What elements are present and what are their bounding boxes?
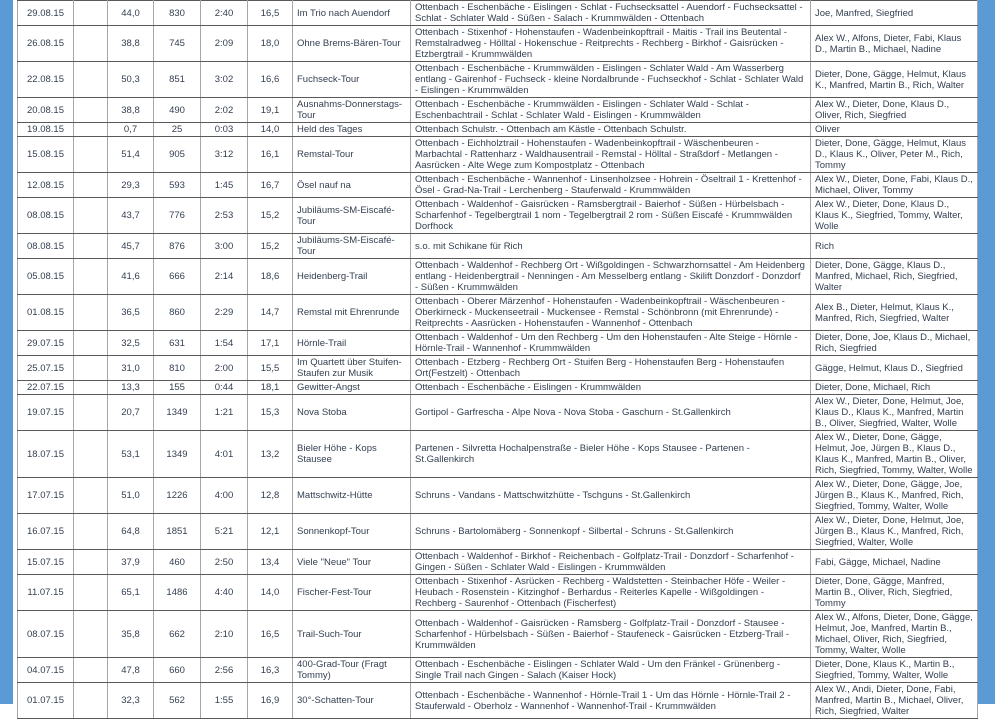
tour-distance-km: 43,7 (108, 198, 154, 234)
tour-avg-speed: 14,0 (248, 123, 293, 137)
tour-participants: Alex W., Dieter, Done, Gägge, Helmut, Joe, Jürgen B., Klaus D., Klaus K., Manfred, Martin B., Oliver, Rich, Siegfried, Tommy, Walter, Wolle (811, 431, 978, 478)
tour-avg-speed: 15,2 (248, 198, 293, 234)
table-row (18, 381, 978, 395)
tour-route: Ottenbach - Eschenbäche - Wannenhof - Hörnle-Trail 1 - Um das Hörnle - Hörnle-Trail 2 - Stauferwald - Oberholz - Wannenhof - Wannenhof-Trail - Krummwälden (411, 683, 811, 719)
tour-duration: 4:00 (201, 478, 248, 514)
spacer-cell (74, 173, 108, 198)
table-row (18, 234, 978, 259)
tour-elevation-m: 1851 (154, 514, 201, 550)
spacer-cell (74, 137, 108, 173)
tour-duration: 3:12 (201, 137, 248, 173)
tour-elevation-m: 1486 (154, 575, 201, 611)
tour-avg-speed: 16,1 (248, 137, 293, 173)
tour-date: 22.08.15 (18, 62, 74, 98)
tour-elevation-m: 562 (154, 683, 201, 719)
spacer-cell (74, 98, 108, 123)
table-row (18, 658, 978, 683)
table-row (18, 173, 978, 198)
tour-route: Ottenbach - Eschenbäche - Krummwälden - Eislingen - Schlater Wald - Schlat - Eschenbachtrail - Schlat - Schlater Wald - Eislingen - Krummwälden (411, 98, 811, 123)
tour-table-body (18, 1, 978, 719)
spacer-cell (74, 295, 108, 331)
tour-elevation-m: 25 (154, 123, 201, 137)
spacer-cell (74, 234, 108, 259)
tour-name: Im Trio nach Auendorf (293, 1, 411, 26)
tour-date: 15.07.15 (18, 550, 74, 575)
tour-distance-km: 47,8 (108, 658, 154, 683)
tour-avg-speed: 12,8 (248, 478, 293, 514)
tour-route: Ottenbach - Waldenhof - Gaisrücken - Ramsberg - Golfplatz-Trail - Donzdorf - Stausee - Scharfenhof - Hürbelsbach - Süßen - Baierhof - Staufeneck - Gaisrücken - Etzberg-Trail - Krummwälden (411, 611, 811, 658)
spacer-cell (74, 198, 108, 234)
tour-elevation-m: 1349 (154, 431, 201, 478)
table-row (18, 478, 978, 514)
tour-duration: 1:21 (201, 395, 248, 431)
tour-avg-speed: 16,5 (248, 611, 293, 658)
tour-participants: Alex W., Dieter, Done, Klaus D., Klaus K., Siegfried, Tommy, Walter, Wolle (811, 198, 978, 234)
tour-date: 01.07.15 (18, 683, 74, 719)
tour-duration: 0:44 (201, 381, 248, 395)
spacer-cell (74, 550, 108, 575)
tour-distance-km: 65,1 (108, 575, 154, 611)
tour-avg-speed: 12,1 (248, 514, 293, 550)
spacer-cell (74, 395, 108, 431)
tour-elevation-m: 830 (154, 1, 201, 26)
tour-name: Ausnahms-Donnerstags-Tour (293, 98, 411, 123)
table-row (18, 137, 978, 173)
table-row (18, 123, 978, 137)
tour-elevation-m: 745 (154, 26, 201, 62)
tour-route: Ottenbach - Waldenhof - Rechberg Ort - Wißgoldingen - Schwarzhornsattel - Am Heidenberg entlang - Heidenbergtrail - Nenningen - Am Messelberg entlang - Skilift Donzdorf - Donzdorf - Süßen - Krummwälden (411, 259, 811, 295)
left-accent-bar (0, 0, 13, 704)
tour-route: Ottenbach - Etzberg - Rechberg Ort - Stuifen Berg - Hohenstaufen Berg - Hohenstaufen Ort(Festzelt) - Ottenbach (411, 356, 811, 381)
tour-elevation-m: 666 (154, 259, 201, 295)
tour-date: 20.08.15 (18, 98, 74, 123)
tour-date: 22.07.15 (18, 381, 74, 395)
tour-participants: Alex W., Alfons, Dieter, Done, Gägge, Helmut, Joe, Manfred, Martin B., Michael, Oliver, Rich, Siegfried, Tommy, Walter, Wolle (811, 611, 978, 658)
tour-distance-km: 13,3 (108, 381, 154, 395)
tour-route: Ottenbach - Stixenhof - Hohenstaufen - Wadenbeinkopftrail - Maitis - Trail ins Beutental - Remstalradweg - Hölltal - Hokenschue - Reitprechts - Rechberg - Birkhof - Gaisrücken - Etzbergtrail - Krummwälden (411, 26, 811, 62)
tour-distance-km: 38,8 (108, 26, 154, 62)
tour-avg-speed: 15,2 (248, 234, 293, 259)
table-row (18, 550, 978, 575)
tour-avg-speed: 19,1 (248, 98, 293, 123)
tour-name: Sonnenkopf-Tour (293, 514, 411, 550)
tour-participants: Joe, Manfred, Siegfried (811, 1, 978, 26)
tour-distance-km: 20,7 (108, 395, 154, 431)
tour-elevation-m: 155 (154, 381, 201, 395)
tour-name: Hörnle-Trail (293, 331, 411, 356)
tour-participants: Dieter, Done, Joe, Klaus D., Michael, Rich, Siegfried (811, 331, 978, 356)
tour-route: Ottenbach - Eschenbäche - Eislingen - Schlater Wald - Um den Fränkel - Grünenberg - Single Trail nach Gingen - Salach (Kaiser Hock) (411, 658, 811, 683)
tour-route: Ottenbach - Waldenhof - Birkhof - Reichenbach - Golfplatz-Trail - Donzdorf - Scharfenhof - Gingen - Süßen - Schlater Wald - Eislingen - Krummwälden (411, 550, 811, 575)
spacer-cell (74, 381, 108, 395)
table-row (18, 198, 978, 234)
tour-distance-km: 64,8 (108, 514, 154, 550)
tour-elevation-m: 810 (154, 356, 201, 381)
tour-duration: 2:40 (201, 1, 248, 26)
tour-avg-speed: 16,9 (248, 683, 293, 719)
table-row (18, 683, 978, 719)
tour-name: Mattschwitz-Hütte (293, 478, 411, 514)
tour-name: Ohne Brems-Bären-Tour (293, 26, 411, 62)
tour-distance-km: 44,0 (108, 1, 154, 26)
spacer-cell (74, 123, 108, 137)
table-row (18, 26, 978, 62)
tour-avg-speed: 16,5 (248, 1, 293, 26)
tour-date: 16.07.15 (18, 514, 74, 550)
tour-avg-speed: 13,4 (248, 550, 293, 575)
tour-duration: 5:21 (201, 514, 248, 550)
table-row (18, 611, 978, 658)
tour-participants: Alex W., Dieter, Done, Helmut, Joe, Jürgen B., Klaus K., Manfred, Rich, Siegfried, Walter, Wolle (811, 514, 978, 550)
tour-distance-km: 45,7 (108, 234, 154, 259)
spacer-cell (74, 331, 108, 356)
tour-date: 05.08.15 (18, 259, 74, 295)
tour-name: Im Quartett über Stuifen-Staufen zur Musik (293, 356, 411, 381)
tour-route: s.o. mit Schikane für Rich (411, 234, 811, 259)
tour-name: 30°-Schatten-Tour (293, 683, 411, 719)
tour-avg-speed: 13,2 (248, 431, 293, 478)
table-row (18, 98, 978, 123)
tour-name: Bieler Höhe - Kops Stausee (293, 431, 411, 478)
tour-duration: 1:54 (201, 331, 248, 356)
table-row (18, 259, 978, 295)
tour-name: Trail-Such-Tour (293, 611, 411, 658)
tour-elevation-m: 631 (154, 331, 201, 356)
tour-name: Gewitter-Angst (293, 381, 411, 395)
tour-participants: Alex B., Dieter, Helmut, Klaus K., Manfred, Rich, Siegfried, Walter (811, 295, 978, 331)
tour-date: 04.07.15 (18, 658, 74, 683)
tour-avg-speed: 16,6 (248, 62, 293, 98)
tour-date: 17.07.15 (18, 478, 74, 514)
tour-route: Ottenbach - Waldenhof - Um den Rechberg - Um den Hohenstaufen - Alte Steige - Hörnle - Hörnle-Trail - Wannenhof - Krummwälden (411, 331, 811, 356)
tour-date: 08.08.15 (18, 234, 74, 259)
tour-avg-speed: 16,3 (248, 658, 293, 683)
tour-route: Ottenbach - Eschenbäche - Eislingen - Schlat - Fuchsecksattel - Auendorf - Fuchsecksattel - Schlat - Schlater Wald - Süßen - Salach - Krummwälden - Ottenbach (411, 1, 811, 26)
tour-date: 08.08.15 (18, 198, 74, 234)
tour-name: Remstal mit Ehrenrunde (293, 295, 411, 331)
tour-avg-speed: 18,1 (248, 381, 293, 395)
tour-route: Ottenbach - Eschenbäche - Eislingen - Krummwälden (411, 381, 811, 395)
tour-distance-km: 51,0 (108, 478, 154, 514)
tour-duration: 2:29 (201, 295, 248, 331)
spacer-cell (74, 575, 108, 611)
tour-route: Partenen - Silvretta Hochalpenstraße - Bieler Höhe - Kops Stausee - Partenen - St.Gallenkirch (411, 431, 811, 478)
tour-participants: Dieter, Done, Gägge, Klaus D., Manfred, Michael, Rich, Siegfried, Walter (811, 259, 978, 295)
tour-duration: 4:01 (201, 431, 248, 478)
tour-elevation-m: 662 (154, 611, 201, 658)
spacer-cell (74, 658, 108, 683)
tour-distance-km: 29,3 (108, 173, 154, 198)
right-accent-bar (977, 0, 995, 704)
tour-route: Schruns - Bartolomäberg - Sonnenkopf - Silbertal - Schruns - St.Gallenkirch (411, 514, 811, 550)
tour-date: 15.08.15 (18, 137, 74, 173)
tour-participants: Dieter, Done, Gägge, Helmut, Klaus K., Manfred, Martin B., Rich, Walter (811, 62, 978, 98)
tour-distance-km: 41,6 (108, 259, 154, 295)
tour-elevation-m: 593 (154, 173, 201, 198)
tour-participants: Alex W., Dieter, Done, Klaus D., Oliver, Rich, Siegfried (811, 98, 978, 123)
tour-route: Ottenbach - Eschenbäche - Krummwälden - Eislingen - Schlater Wald - Am Wasserberg entlang - Gairenhof - Fuchseck - kleine Nordalbrunde - Fuchseckhof - Schlat - Schlater Wald - Eislingen - Krummwälden (411, 62, 811, 98)
tour-elevation-m: 851 (154, 62, 201, 98)
tour-date: 26.08.15 (18, 26, 74, 62)
tour-distance-km: 37,9 (108, 550, 154, 575)
tour-log-table (17, 0, 978, 719)
tour-duration: 2:10 (201, 611, 248, 658)
tour-participants: Dieter, Done, Gägge, Manfred, Martin B., Oliver, Rich, Siegfried, Tommy (811, 575, 978, 611)
tour-route: Ottenbach - Waldenhof - Gaisrücken - Ramsbergtrail - Baierhof - Süßen - Hürbelsbach - Scharfenhof - Tegelbergtrail 1 nom - Tegelbergtrail 2 rom - Süßen Eiscafé - Krummwälden Dorfhock (411, 198, 811, 234)
tour-avg-speed: 18,6 (248, 259, 293, 295)
spacer-cell (74, 611, 108, 658)
table-row (18, 431, 978, 478)
tour-participants: Fabi, Gägge, Michael, Nadine (811, 550, 978, 575)
table-row (18, 395, 978, 431)
spacer-cell (74, 1, 108, 26)
tour-name: Fuchseck-Tour (293, 62, 411, 98)
tour-duration: 2:53 (201, 198, 248, 234)
tour-distance-km: 31,0 (108, 356, 154, 381)
tour-date: 19.08.15 (18, 123, 74, 137)
tour-name: Nova Stoba (293, 395, 411, 431)
table-row (18, 356, 978, 381)
tour-elevation-m: 876 (154, 234, 201, 259)
tour-participants: Dieter, Done, Gägge, Helmut, Klaus D., Klaus K., Oliver, Peter M., Rich, Tommy (811, 137, 978, 173)
tour-participants: Dieter, Done, Michael, Rich (811, 381, 978, 395)
spacer-cell (74, 356, 108, 381)
tour-route: Ottenbach - Eichholztrail - Hohenstaufen - Wadenbeinkopftrail - Wäschenbeuren - Marbachtal - Rattenharz - Waldhausentrail - Remstal - Hölltal - Straßdorf - Metlangen - Aasrücken - Alte Wege zum Kompostplatz - Ottenbach (411, 137, 811, 173)
tour-date: 01.08.15 (18, 295, 74, 331)
tour-distance-km: 0,7 (108, 123, 154, 137)
tour-duration: 2:14 (201, 259, 248, 295)
tour-duration: 2:50 (201, 550, 248, 575)
tour-duration: 1:55 (201, 683, 248, 719)
tour-elevation-m: 660 (154, 658, 201, 683)
tour-date: 29.07.15 (18, 331, 74, 356)
tour-date: 25.07.15 (18, 356, 74, 381)
tour-duration: 2:00 (201, 356, 248, 381)
tour-avg-speed: 14,7 (248, 295, 293, 331)
spacer-cell (74, 431, 108, 478)
tour-participants: Gägge, Helmut, Klaus D., Siegfried (811, 356, 978, 381)
tour-participants: Oliver (811, 123, 978, 137)
tour-date: 08.07.15 (18, 611, 74, 658)
tour-name: 400-Grad-Tour (Fragt Tommy) (293, 658, 411, 683)
tour-participants: Alex W., Dieter, Done, Fabi, Klaus D., Michael, Oliver, Tommy (811, 173, 978, 198)
spacer-cell (74, 259, 108, 295)
tour-name: Fischer-Fest-Tour (293, 575, 411, 611)
tour-participants: Alex W., Andi, Dieter, Done, Fabi, Manfred, Martin B., Michael, Oliver, Rich, Siegfried, Walter (811, 683, 978, 719)
tour-route: Gortipol - Garfrescha - Alpe Nova - Nova Stoba - Gaschurn - St.Gallenkirch (411, 395, 811, 431)
tour-elevation-m: 1226 (154, 478, 201, 514)
tour-elevation-m: 1349 (154, 395, 201, 431)
tour-duration: 2:09 (201, 26, 248, 62)
table-row (18, 575, 978, 611)
tour-route: Ottenbach - Stixenhof - Asrücken - Rechberg - Waldstetten - Steinbacher Höfe - Weiler - Heubach - Rosenstein - Kitzinghof - Berhardus - Reiterles Kapelle - Wißgoldingen - Rechberg - Saurenhof - Ottenbach (Fischerfest) (411, 575, 811, 611)
table-row (18, 331, 978, 356)
tour-distance-km: 38,8 (108, 98, 154, 123)
tour-elevation-m: 905 (154, 137, 201, 173)
tour-participants: Dieter, Done, Klaus K., Martin B., Siegfried, Tommy, Walter, Wolle (811, 658, 978, 683)
tour-date: 18.07.15 (18, 431, 74, 478)
tour-duration: 4:40 (201, 575, 248, 611)
tour-name: Heidenberg-Trail (293, 259, 411, 295)
tour-elevation-m: 460 (154, 550, 201, 575)
tour-avg-speed: 15,3 (248, 395, 293, 431)
tour-distance-km: 53,1 (108, 431, 154, 478)
tour-distance-km: 32,5 (108, 331, 154, 356)
tour-distance-km: 51,4 (108, 137, 154, 173)
tour-date: 12.08.15 (18, 173, 74, 198)
table-row (18, 62, 978, 98)
tour-distance-km: 32,3 (108, 683, 154, 719)
tour-name: Jubiläums-SM-Eiscafé-Tour (293, 234, 411, 259)
tour-elevation-m: 860 (154, 295, 201, 331)
tour-duration: 1:45 (201, 173, 248, 198)
table-row (18, 514, 978, 550)
tour-avg-speed: 16,7 (248, 173, 293, 198)
tour-duration: 3:00 (201, 234, 248, 259)
spacer-cell (74, 478, 108, 514)
tour-distance-km: 50,3 (108, 62, 154, 98)
table-row (18, 1, 978, 26)
tour-date: 19.07.15 (18, 395, 74, 431)
tour-participants: Alex W., Dieter, Done, Gägge, Joe, Jürgen B., Klaus K., Manfred, Rich, Siegfried, Tommy, Walter, Wolle (811, 478, 978, 514)
tour-date: 11.07.15 (18, 575, 74, 611)
spacer-cell (74, 62, 108, 98)
tour-avg-speed: 14,0 (248, 575, 293, 611)
tour-duration: 2:56 (201, 658, 248, 683)
tour-distance-km: 36,5 (108, 295, 154, 331)
tour-elevation-m: 490 (154, 98, 201, 123)
tour-avg-speed: 17,1 (248, 331, 293, 356)
tour-date: 29.08.15 (18, 1, 74, 26)
spacer-cell (74, 683, 108, 719)
tour-participants: Alex W., Alfons, Dieter, Fabi, Klaus D., Martin B., Michael, Nadine (811, 26, 978, 62)
tour-name: Remstal-Tour (293, 137, 411, 173)
tour-duration: 2:02 (201, 98, 248, 123)
spacer-cell (74, 514, 108, 550)
tour-duration: 0:03 (201, 123, 248, 137)
tour-elevation-m: 776 (154, 198, 201, 234)
tour-duration: 3:02 (201, 62, 248, 98)
tour-name: Viele "Neue" Tour (293, 550, 411, 575)
tour-avg-speed: 15,5 (248, 356, 293, 381)
tour-participants: Alex W., Dieter, Done, Helmut, Joe, Klaus D., Klaus K., Manfred, Martin B., Oliver, Siegfried, Walter, Wolle (811, 395, 978, 431)
tour-distance-km: 35,8 (108, 611, 154, 658)
table-row (18, 295, 978, 331)
tour-avg-speed: 18,0 (248, 26, 293, 62)
tour-name: Held des Tages (293, 123, 411, 137)
tour-participants: Rich (811, 234, 978, 259)
tour-name: Ösel nauf na (293, 173, 411, 198)
tour-route: Ottenbach - Eschenbäche - Wannenhof - Linsenholzsee - Hohrein - Öseltrail 1 - Krettenhof - Ösel - Grad-Na-Trail - Lerchenberg - Stauferwald - Krummwälden (411, 173, 811, 198)
spacer-cell (74, 26, 108, 62)
tour-route: Schruns - Vandans - Mattschwitzhütte - Tschguns - St.Gallenkirch (411, 478, 811, 514)
tour-route: Ottenbach Schulstr. - Ottenbach am Kästle - Ottenbach Schulstr. (411, 123, 811, 137)
tour-name: Jubiläums-SM-Eiscafé-Tour (293, 198, 411, 234)
tour-route: Ottenbach - Oberer Märzenhof - Hohenstaufen - Wadenbeinkopftrail - Wäschenbeuren - Oberkirneck - Muckenseetrail - Muckensee - Remstal - Schönbronn (mit Ehrenrunde) - Reitprechts - Aasrücken - Hohenstaufen - Wannenhof - Ottenbach (411, 295, 811, 331)
